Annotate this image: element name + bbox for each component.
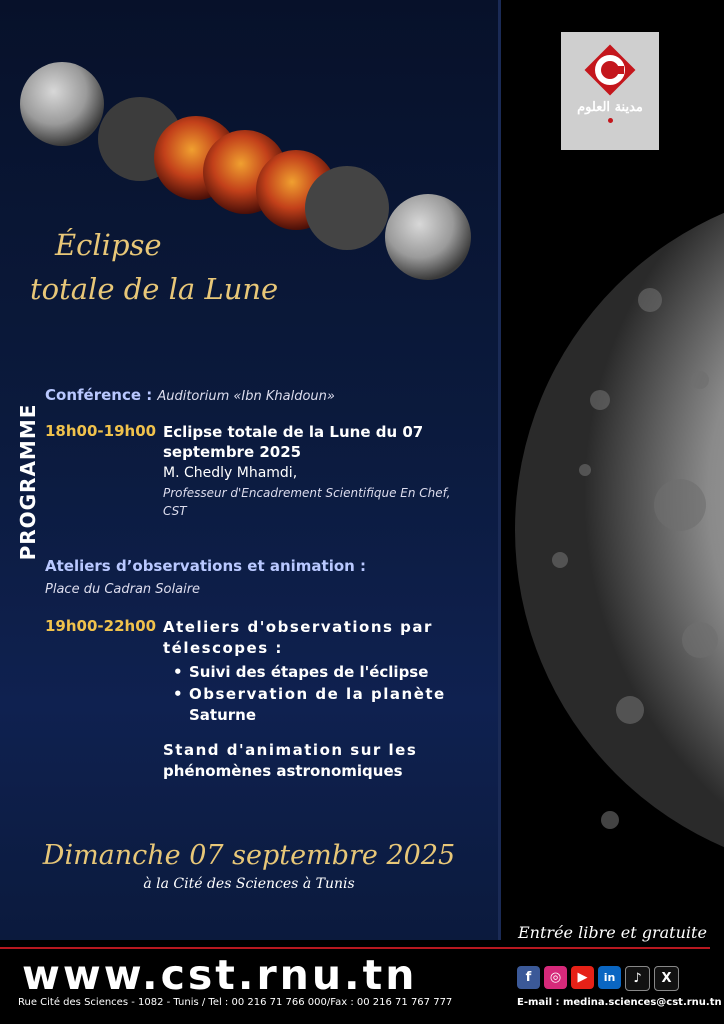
entry-note: Entrée libre et gratuite <box>518 923 707 942</box>
email-link[interactable]: E-mail : medina.sciences@cst.rnu.tn <box>517 997 722 1008</box>
event-date: Dimanche 07 septembre 2025 <box>42 840 456 871</box>
talk-details <box>163 422 473 520</box>
linkedin-icon[interactable]: in <box>598 966 621 989</box>
logo-arabic-text: مدينة العلوم <box>577 100 643 115</box>
event-place: à la Cité des Sciences à Tunis <box>143 876 355 892</box>
title-line1: Éclipse <box>55 228 162 262</box>
talk-role-1: Professeur d'Encadrement Scientifique En Chef, <box>163 486 451 500</box>
stand-line-2: phénomènes astronomiques <box>163 762 403 780</box>
ateliers-venue: Place du Cadran Solaire <box>45 582 201 597</box>
x-icon[interactable]: X <box>654 966 679 991</box>
moon-phase-6 <box>305 166 389 250</box>
bullet-item-2-cont: Saturne <box>189 706 257 724</box>
session-details <box>163 617 473 781</box>
conference-label: Conférence : <box>45 386 153 404</box>
tiktok-icon[interactable]: ♪ <box>625 966 650 991</box>
address-text: Rue Cité des Sciences - 1082 - Tunis / Tel : 00 216 71 766 000/Fax : 00 216 71 767 777 <box>18 997 453 1008</box>
instagram-icon[interactable]: ◎ <box>544 966 567 989</box>
talk-title-1: Eclipse totale de la Lune du 07 <box>163 423 424 441</box>
logo-mark-icon <box>582 42 638 98</box>
bullet-item-1: • Suivi des étapes de l'éclipse <box>173 661 473 683</box>
session-bullets <box>173 661 473 705</box>
programme-label: PROGRAMME <box>16 403 40 561</box>
talk-title-2: septembre 2025 <box>163 443 302 461</box>
social-links <box>517 966 679 991</box>
ateliers-label: Ateliers d’observations et animation : <box>45 557 367 575</box>
moon-phase-1 <box>20 62 104 146</box>
youtube-icon[interactable]: ▶ <box>571 966 594 989</box>
big-moon <box>515 185 724 875</box>
moon-phase-7 <box>385 194 471 280</box>
talk-time: 18h00-19h00 <box>45 422 157 440</box>
talk-role-2: CST <box>163 504 187 518</box>
facebook-icon[interactable]: f <box>517 966 540 989</box>
session-title-1: Ateliers d'observations par <box>163 618 433 636</box>
session-time: 19h00-22h00 <box>45 617 157 635</box>
cst-logo <box>561 32 659 150</box>
title-line2: totale de la Lune <box>30 272 279 306</box>
conference-row <box>45 385 335 404</box>
website-link[interactable]: www.cst.rnu.tn <box>22 951 418 999</box>
stand-line-1: Stand d'animation sur les <box>163 741 418 759</box>
conference-venue: Auditorium «Ibn Khaldoun» <box>157 389 335 404</box>
logo-dot <box>608 118 613 123</box>
bullet-item-2: • Observation de la planète <box>173 683 473 705</box>
session-title-2: télescopes : <box>163 639 283 657</box>
talk-speaker: M. Chedly Mhamdi, <box>163 465 298 481</box>
